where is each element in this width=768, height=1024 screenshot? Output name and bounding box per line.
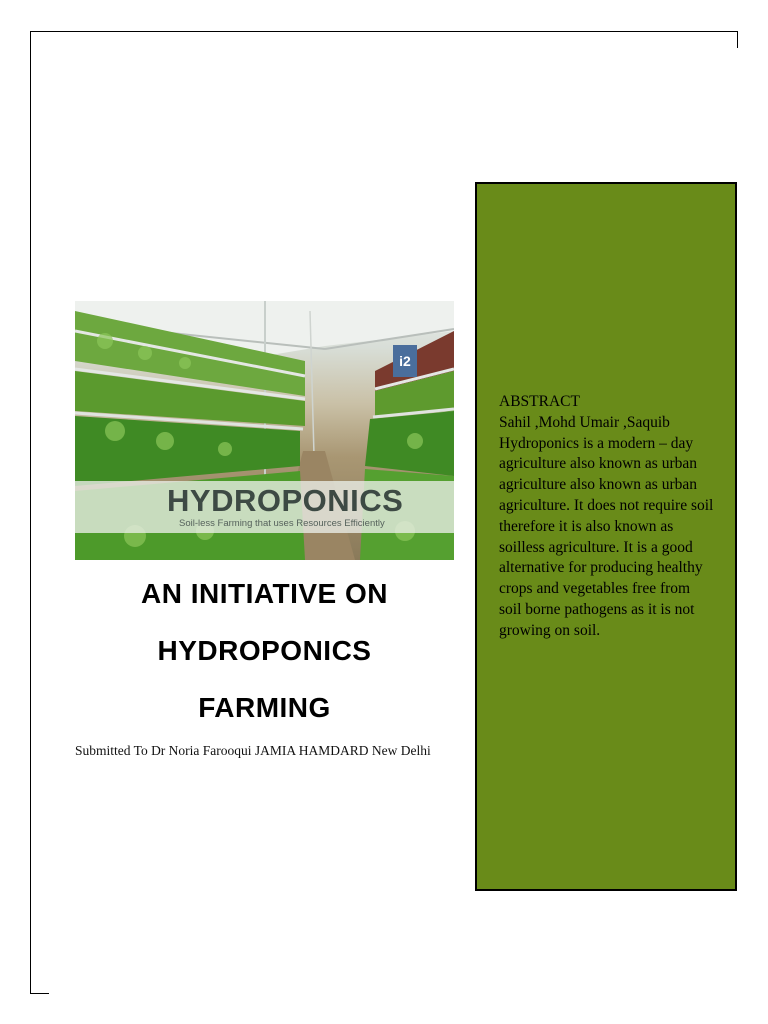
document-title-line-2: HYDROPONICS xyxy=(157,635,372,666)
page-border-bottom-tick xyxy=(30,993,49,994)
page-border-left xyxy=(30,31,31,994)
logo-badge: i2 xyxy=(393,345,417,377)
submitted-to-line: Submitted To Dr Noria Farooqui JAMIA HAMDARD New Delhi xyxy=(75,743,431,758)
cover-image xyxy=(75,301,454,560)
cover-subtitle: Soil-less Farming that uses Resources Efficiently xyxy=(179,518,385,529)
document-title-line-1: AN INITIATIVE ON xyxy=(140,578,389,609)
page-border-right-tick xyxy=(737,31,738,48)
abstract-body: Hydroponics is a modern – day agriculture also known as urban agriculture also known as urban agriculture. It does not require soil therefore it is also known as soilless agriculture. It is a good alternative for producing healthy crops and vegetables free from soil borne pathogens as it is not growing on soil. xyxy=(499,434,714,639)
cover-title: HYDROPONICS xyxy=(167,483,404,518)
abstract-heading: ABSTRACT xyxy=(499,393,580,410)
document-title-line-3: FARMING xyxy=(198,692,331,723)
page-border-top xyxy=(30,31,738,32)
abstract-text xyxy=(499,392,715,642)
abstract-authors: Sahil ,Mohd Umair ,Saquib xyxy=(499,413,670,431)
abstract-box xyxy=(475,182,737,891)
